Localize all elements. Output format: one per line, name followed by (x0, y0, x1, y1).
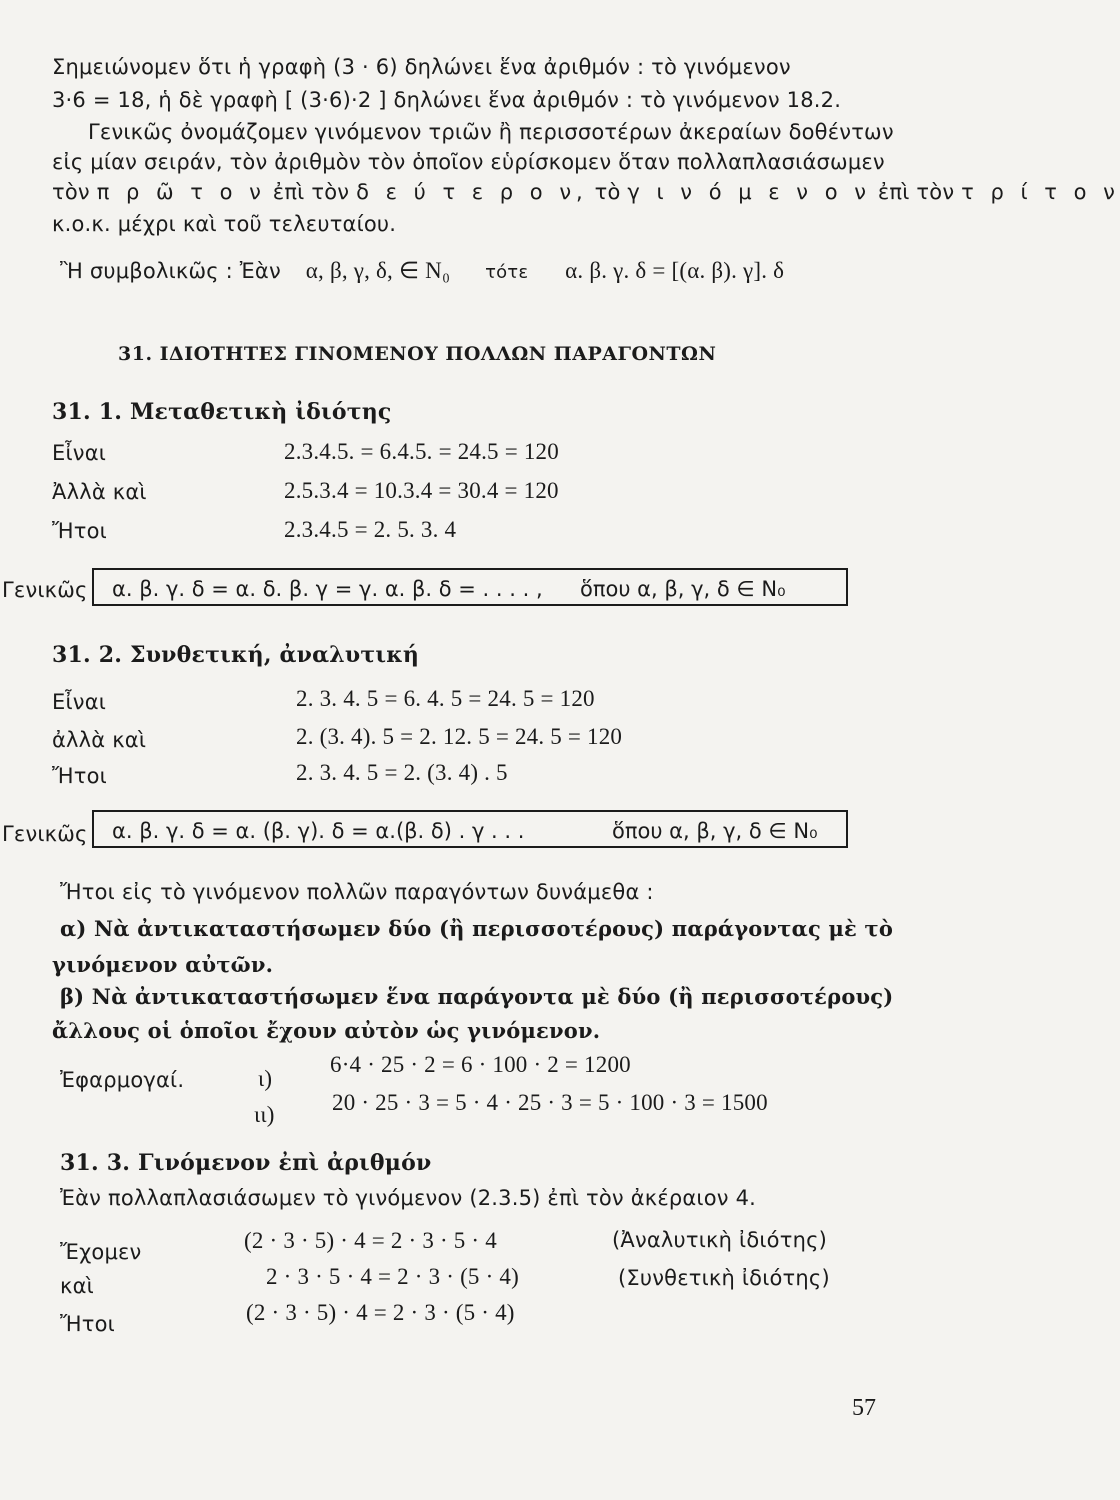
sub1-label-3: Ἤτοι (52, 519, 107, 543)
sub3-label-3: Ἤτοι (60, 1312, 115, 1336)
intro-word-proton: π ρ ῶ τ ο ν (96, 180, 266, 204)
sub3-expr-3: (2 · 3 · 5) · 4 = 2 · 3 · (5 · 4) (246, 1300, 515, 1325)
intro-word-to: τὸ (594, 180, 621, 204)
intro-line-6: κ.ο.κ. μέχρι καὶ τοῦ τελευταίου. (52, 212, 397, 236)
sub3-expr-2: 2 · 3 · 5 · 4 = 2 · 3 · (5 · 4) (266, 1264, 519, 1289)
applications-label: Ἐφαρμογαί. (60, 1068, 185, 1092)
intro-word-ginomenon: γ ι ν ό μ ε ν ο ν (627, 180, 871, 204)
sub3-note-1: (Ἀναλυτικὴ ἰδιότης) (612, 1228, 827, 1252)
intro-word-epi-ton-1: ἐπὶ τὸν (272, 180, 350, 204)
subsection-title-1: 31. 1. Μεταθετικὴ ἰδιότης (52, 399, 392, 425)
sub1-formula-box (92, 568, 848, 606)
sub2-box-expr: α. β. γ. δ = α. (β. γ). δ = α.(β. δ) . γ . . . (112, 819, 525, 843)
page-number: 57 (852, 1395, 876, 1421)
symbolic-set: α, β, γ, δ, ∈ N₀ (305, 258, 451, 283)
application-1-expr: 6·4 · 25 · 2 = 6 · 100 · 2 = 1200 (330, 1052, 631, 1077)
sub2-expr-2: 2. (3. 4). 5 = 2. 12. 5 = 24. 5 = 120 (296, 724, 623, 749)
sub2-label-2: ἀλλὰ καὶ (52, 728, 147, 752)
consequence-b-line-2: ἄλλους οἱ ὁποῖοι ἔχουν αὐτὸν ὡς γινόμενον. (52, 1018, 601, 1043)
sub2-formula-box (92, 810, 848, 848)
intro-word-ton: τὸν (52, 180, 90, 204)
intro-word-triton: τ ρ ί τ ο ν (961, 180, 1120, 204)
sub1-box-expr: α. β. γ. δ = α. δ. β. γ = γ. α. β. δ = . . . . , (112, 577, 543, 601)
sub1-expr-1: 2.3.4.5. = 6.4.5. = 24.5 = 120 (284, 439, 559, 464)
sub1-label-2: Ἀλλὰ καὶ (52, 480, 147, 504)
consequence-a-line-2: γινόμενον αὐτῶν. (52, 952, 274, 977)
sub3-label-1: Ἔχομεν (60, 1240, 142, 1264)
symbolic-then: τότε (485, 262, 529, 283)
sub1-expr-3: 2.3.4.5 = 2. 5. 3. 4 (284, 517, 457, 542)
application-2-num: ιι) (254, 1102, 275, 1127)
sub3-label-2: καὶ (60, 1274, 94, 1298)
sub2-expr-3: 2. 3. 4. 5 = 2. (3. 4) . 5 (296, 760, 508, 785)
intro-line-3: Γενικῶς ὀνομάζομεν γινόμενον τριῶν ἢ περισσοτέρων ἀκεραίων δοθέντων (88, 120, 894, 144)
intro-line-2: 3·6 = 18, ἡ δὲ γραφὴ [ (3·6)·2 ] δηλώνει ἕνα ἀριθμόν : τὸ γινόμενον 18.2. (52, 88, 842, 112)
consequence-a-line-1: α) Νὰ ἀντικαταστήσωμεν δύο (ἢ περισσοτέρους) παράγοντας μὲ τὸ (60, 916, 894, 941)
sub1-box-where: ὅπου α, β, γ, δ ∈ N₀ (580, 577, 786, 601)
sub2-label-3: Ἤτοι (52, 764, 107, 788)
sub3-intro: Ἐὰν πολλαπλασιάσωμεν τὸ γινόμενον (2.3.5) ἐπὶ τὸν ἀκέραιον 4. (60, 1186, 757, 1210)
symbolic-formula: α. β. γ. δ = [(α. β). γ]. δ (565, 258, 785, 283)
consequence-b-line-1: β) Νὰ ἀντικαταστήσωμεν ἕνα παράγοντα μὲ δύο (ἢ περισσοτέρους) (60, 984, 894, 1009)
sub2-general-label: Γενικῶς (2, 822, 88, 846)
intro-line-7 (60, 258, 784, 284)
sub3-note-2: (Συνθετικὴ ἰδιότης) (618, 1266, 830, 1290)
sub1-label-1: Εἶναι (52, 441, 107, 465)
sub2-label-1: Εἶναι (52, 690, 107, 714)
application-1-num: ι) (258, 1066, 273, 1091)
sub1-general-label: Γενικῶς (2, 578, 88, 602)
intro-line-1: Σημειώνομεν ὅτι ἡ γραφὴ (3 · 6) δηλώνει ἕνα ἀριθμόν : τὸ γινόμενον (52, 55, 791, 79)
intro-word-epi-ton-2: ἐπὶ τὸν (877, 180, 955, 204)
subsection-title-2: 31. 2. Συνθετική, ἀναλυτική (52, 642, 420, 668)
symbolic-if: Ἢ συμβολικῶς : Ἐὰν (60, 259, 281, 283)
subsection-title-3: 31. 3. Γινόμενον ἐπὶ ἀριθμόν (60, 1150, 432, 1176)
consequence-intro: Ἤτοι εἰς τὸ γινόμενον πολλῶν παραγόντων δυνάμεθα : (60, 880, 654, 904)
sub1-expr-2: 2.5.3.4 = 10.3.4 = 30.4 = 120 (284, 478, 559, 503)
sub2-expr-1: 2. 3. 4. 5 = 6. 4. 5 = 24. 5 = 120 (296, 686, 595, 711)
intro-line-5 (52, 180, 1120, 204)
section-heading: 31. ΙΔΙΟΤΗΤΕΣ ΓΙΝΟΜΕΝΟΥ ΠΟΛΛΩΝ ΠΑΡΑΓΟΝΤΩΝ (118, 343, 717, 365)
application-2-expr: 20 · 25 · 3 = 5 · 4 · 25 · 3 = 5 · 100 · 3 = 1500 (332, 1090, 768, 1115)
intro-line-4: εἰς μίαν σειράν, τὸν ἀριθμὸν τὸν ὁποῖον εὑρίσκομεν ὅταν πολλαπλασιάσωμεν (52, 150, 885, 174)
intro-word-deuteron: δ ε ύ τ ε ρ ο ν, (356, 180, 588, 204)
sub3-expr-1: (2 · 3 · 5) · 4 = 2 · 3 · 5 · 4 (244, 1228, 497, 1253)
sub2-box-where: ὅπου α, β, γ, δ ∈ N₀ (612, 819, 818, 843)
